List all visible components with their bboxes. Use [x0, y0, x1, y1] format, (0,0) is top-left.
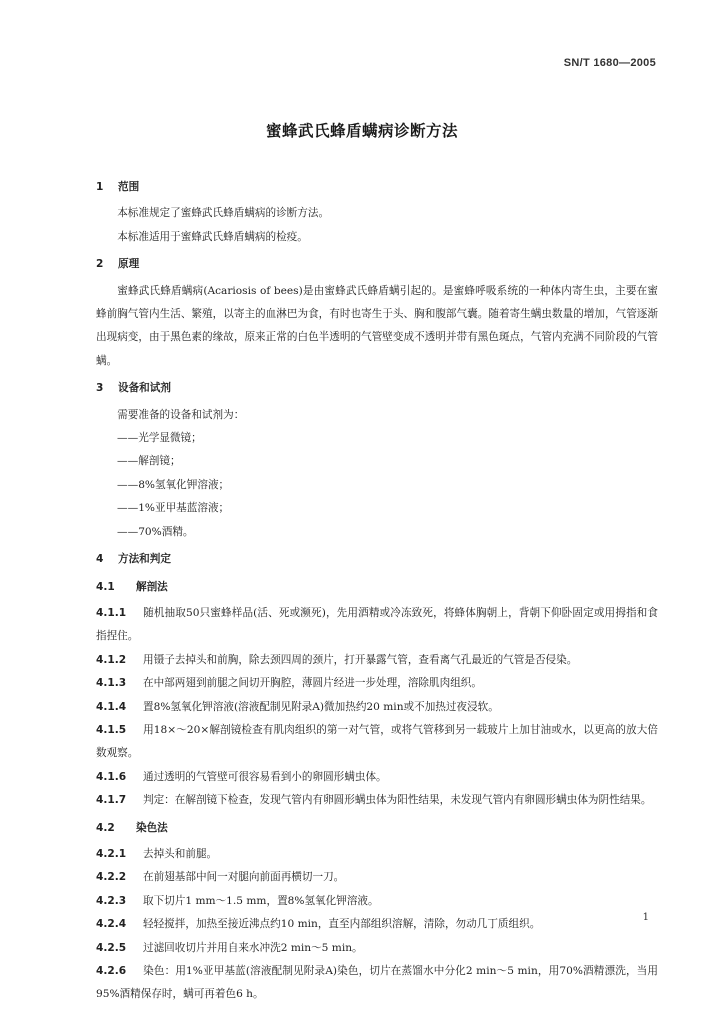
section-number: 4: [96, 553, 104, 566]
section-heading-principle: [96, 253, 658, 276]
clause: [96, 696, 658, 719]
page-number: 1: [642, 912, 649, 923]
section-number: 2: [96, 258, 104, 271]
clause-number: 4.1.3: [96, 677, 127, 690]
clause-number: 4.1.4: [96, 700, 127, 713]
section-title: 原理: [118, 258, 140, 271]
clause: [96, 866, 658, 889]
list-item: ——1%亚甲基蓝溶液；: [117, 502, 230, 515]
subsection-heading-staining: [96, 817, 658, 840]
clause: [96, 602, 658, 649]
scope-paragraph-1: 本标准规定了蜜蜂武氏蜂盾螨病的诊断方法。: [117, 207, 330, 220]
subsection-heading-dissection: [96, 576, 658, 599]
subsection-number: 4.1: [96, 580, 115, 593]
list-item: ——70%酒精。: [117, 525, 194, 538]
section-number: 3: [96, 382, 104, 395]
clause-number: 4.2.2: [96, 871, 127, 884]
subsection-number: 4.2: [96, 821, 115, 834]
standard-code: SN/T 1680—2005: [563, 57, 656, 69]
clause-text: 在中部两翅到前腿之间切开胸腔，薄圆片经进一步处理，溶除肌肉组织。: [143, 677, 482, 690]
list-item: ——光学显微镜；: [117, 432, 202, 445]
clause-number: 4.2.3: [96, 894, 127, 907]
clause-text: 去掉头和前腿。: [143, 847, 218, 860]
clause-number: 4.1.7: [96, 794, 127, 807]
clause-number: 4.2.4: [96, 918, 127, 931]
section-title: 方法和判定: [118, 553, 171, 566]
clause-text: 用18×～20×解剖镜检查有肌肉组织的第一对气管，或将气管移到另一载玻片上加甘油或水，以更高的放大倍数观察。: [96, 723, 658, 760]
clause: [96, 649, 658, 672]
clause-text: 染色：用1%亚甲基蓝(溶液配制见附录A)染色，切片在蒸馏水中分化2 min～5 min，用70%酒精漂洗，当用95%酒精保存时，螨可再着色6 h。: [96, 965, 658, 1001]
list-item: ——8%氢氧化钾溶液；: [117, 478, 230, 491]
clause-number: 4.1.5: [96, 723, 127, 736]
clause-number: 4.2.1: [96, 847, 127, 860]
clause-text: 取下切片1 mm～1.5 mm，置8%氢氧化钾溶液。: [143, 894, 379, 907]
equipment-intro: 需要准备的设备和试剂为：: [117, 408, 245, 421]
scope-paragraph-2: 本标准适用于蜜蜂武氏蜂盾螨病的检疫。: [117, 230, 308, 243]
subsection-title: 染色法: [136, 821, 168, 834]
clause-text: 轻轻搅拌，加热至接近沸点约10 min，直至内部组织溶解，清除，勿动几丁质组织。: [143, 918, 541, 931]
clause: [96, 672, 658, 695]
clause-text: 过滤回收切片并用自来水冲洗2 min～5 min。: [143, 941, 363, 954]
document-body: [96, 172, 658, 1007]
clause: [96, 913, 658, 936]
section-heading-scope: [96, 176, 658, 199]
subsection-title: 解剖法: [136, 580, 168, 593]
document-title: 蜜蜂武氏蜂盾螨病诊断方法: [265, 122, 458, 140]
clause: [96, 789, 658, 812]
clause: [96, 766, 658, 789]
clause: [96, 937, 658, 960]
clause-number: 4.2.6: [96, 965, 127, 977]
section-heading-methods: [96, 548, 658, 571]
list-item: ——解剖镜；: [117, 455, 181, 468]
clause: [96, 719, 658, 766]
clause-text: 在前翅基部中间一对腿向前面再横切一刀。: [143, 871, 345, 884]
clause: [96, 890, 658, 913]
clause: [96, 843, 658, 866]
clause-number: 4.1.2: [96, 653, 127, 666]
section-title: 范围: [118, 181, 140, 193]
clause-number: 4.2.5: [96, 941, 127, 954]
clause-text: 用镊子去掉头和前胸，除去颈四周的颈片，打开暴露气管，查看离气孔最近的气管是否侵染。: [143, 653, 578, 666]
clause-number: 4.1.1: [96, 606, 127, 619]
clause-number: 4.1.6: [96, 770, 127, 783]
clause-text: 置8%氢氧化钾溶液(溶液配制见附录A)微加热约20 min或不加热过夜浸软。: [143, 700, 499, 713]
clause-text: 通过透明的气管壁可很容易看到小的卵圆形螨虫体。: [143, 770, 387, 783]
section-title: 设备和试剂: [118, 382, 171, 395]
principle-paragraph: 蜜蜂武氏蜂盾螨病(Acariosis of bees)是由蜜蜂武氏蜂盾螨引起的。是蜜蜂呼吸系统的一种体内寄生虫，主要在蜜蜂前胸气管内生活、繁殖，以寄主的血淋巴为食，有时也寄生于头、胸和腹部气囊。随着寄生螨虫数量的增加，气管逐渐出现病变，由于黑色素的缘故，原来正常的白色半透明的气管壁变成不透明并带有黑色斑点，气管内充满不同阶段的气管螨。: [96, 284, 658, 367]
section-heading-equipment: [96, 377, 658, 400]
clause-text: 判定：在解剖镜下检查，发现气管内有卵圆形螨虫体为阳性结果，未发现气管内有卵圆形螨虫体为阴性结果。: [143, 794, 652, 807]
clause: [96, 960, 658, 1007]
section-number: 1: [96, 181, 104, 193]
clause-text: 随机抽取50只蜜蜂样品(活、死或濒死)，先用酒精或冷冻致死，将蜂体胸朝上，背朝下仰卧固定或用拇指和食指捏住。: [96, 606, 658, 643]
